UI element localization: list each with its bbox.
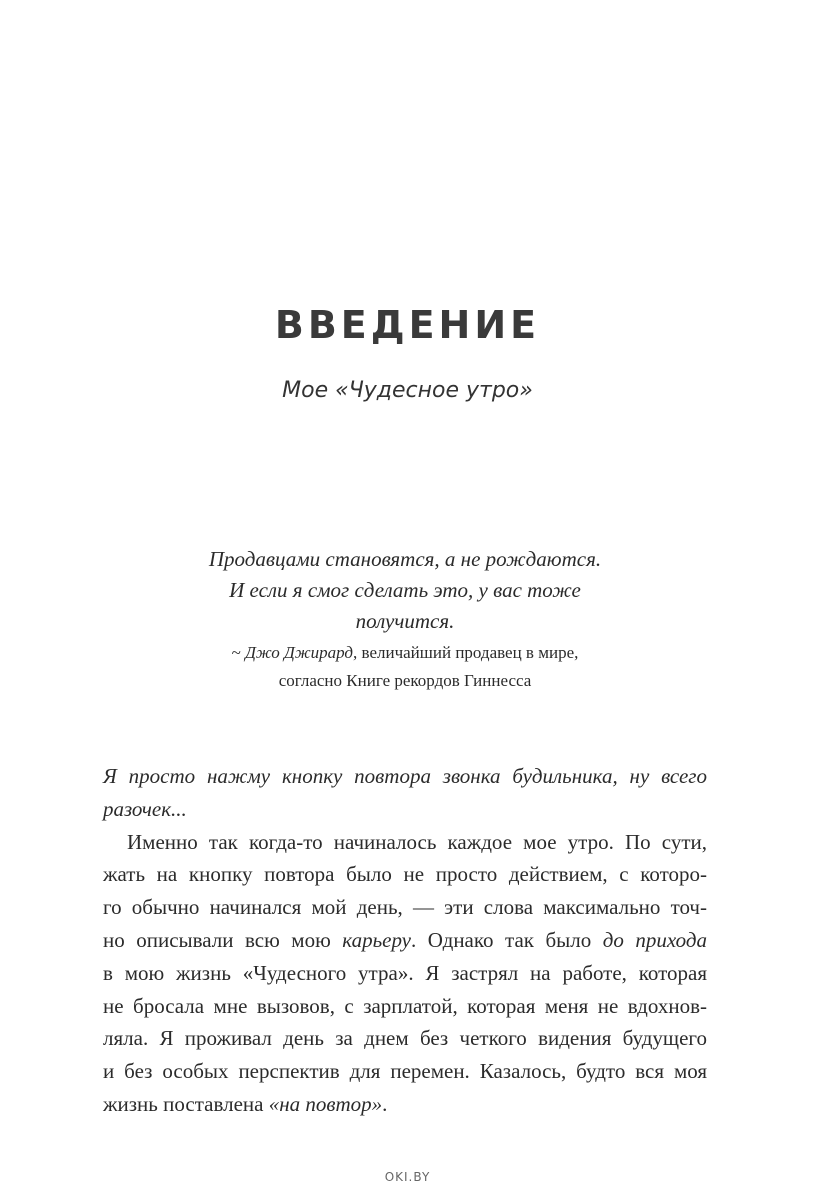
paragraph-line <box>103 924 707 957</box>
paragraph-line: жать на кнопку повтора было не просто действием, с которо- <box>103 862 707 887</box>
watermark: OKI.BY <box>384 1170 431 1184</box>
paragraph-line: Именно так когда-то начиналось каждое мое утро. По сути, <box>127 829 707 854</box>
text-run: . <box>382 1091 388 1116</box>
epigraph-quote-line: получится. <box>355 609 455 633</box>
text-run: . Однако так было <box>411 927 603 952</box>
epigraph-quote-line: И если я смог сделать это, у вас тоже <box>229 578 581 602</box>
epigraph-attribution <box>140 639 670 695</box>
chapter-title: ВВЕДЕНИЕ <box>274 303 541 347</box>
paragraph-line: ляла. Я проживал день за днем без четкого видения будущего <box>103 1026 707 1051</box>
paragraph-line: не бросала мне вызовов, с зарплатой, которая меня не вдохнов- <box>103 993 707 1018</box>
emphasis-repeat: «на повтор» <box>268 1091 383 1116</box>
epigraph-quote <box>140 544 670 637</box>
epigraph-author-line <box>140 639 670 667</box>
epigraph-author-suffix: , величайший продавец в мире, <box>353 643 579 662</box>
epigraph-source: согласно Книге рекордов Гиннесса <box>278 671 532 690</box>
paragraph-line: го обычно начинался мой день, — эти слова максимально точ- <box>103 895 707 920</box>
emphasis-career: карьеру <box>342 927 411 952</box>
body-text <box>103 760 707 1121</box>
text-run: но описывали всю мою <box>103 927 343 952</box>
lead-line: разочек... <box>103 796 187 821</box>
paragraph-line: в мою жизнь «Чудесного утра». Я застрял на работе, которая <box>103 960 707 985</box>
epigraph-author: Джо Джирард <box>245 643 354 662</box>
epigraph-author-prefix: ~ <box>231 643 246 662</box>
lead-line: Я просто нажму кнопку повтора звонка будильника, ну всего <box>103 764 707 788</box>
epigraph <box>140 544 670 695</box>
emphasis-before: до прихода <box>602 927 707 952</box>
paragraph-line <box>103 1088 707 1121</box>
chapter-subtitle: Мое «Чудесное утро» <box>282 378 533 403</box>
paragraph-line: и без особых перспектив для перемен. Казалось, будто вся моя <box>103 1059 707 1084</box>
text-run: жизнь поставлена <box>103 1091 269 1116</box>
epigraph-quote-line: Продавцами становятся, а не рождаются. <box>208 547 602 571</box>
